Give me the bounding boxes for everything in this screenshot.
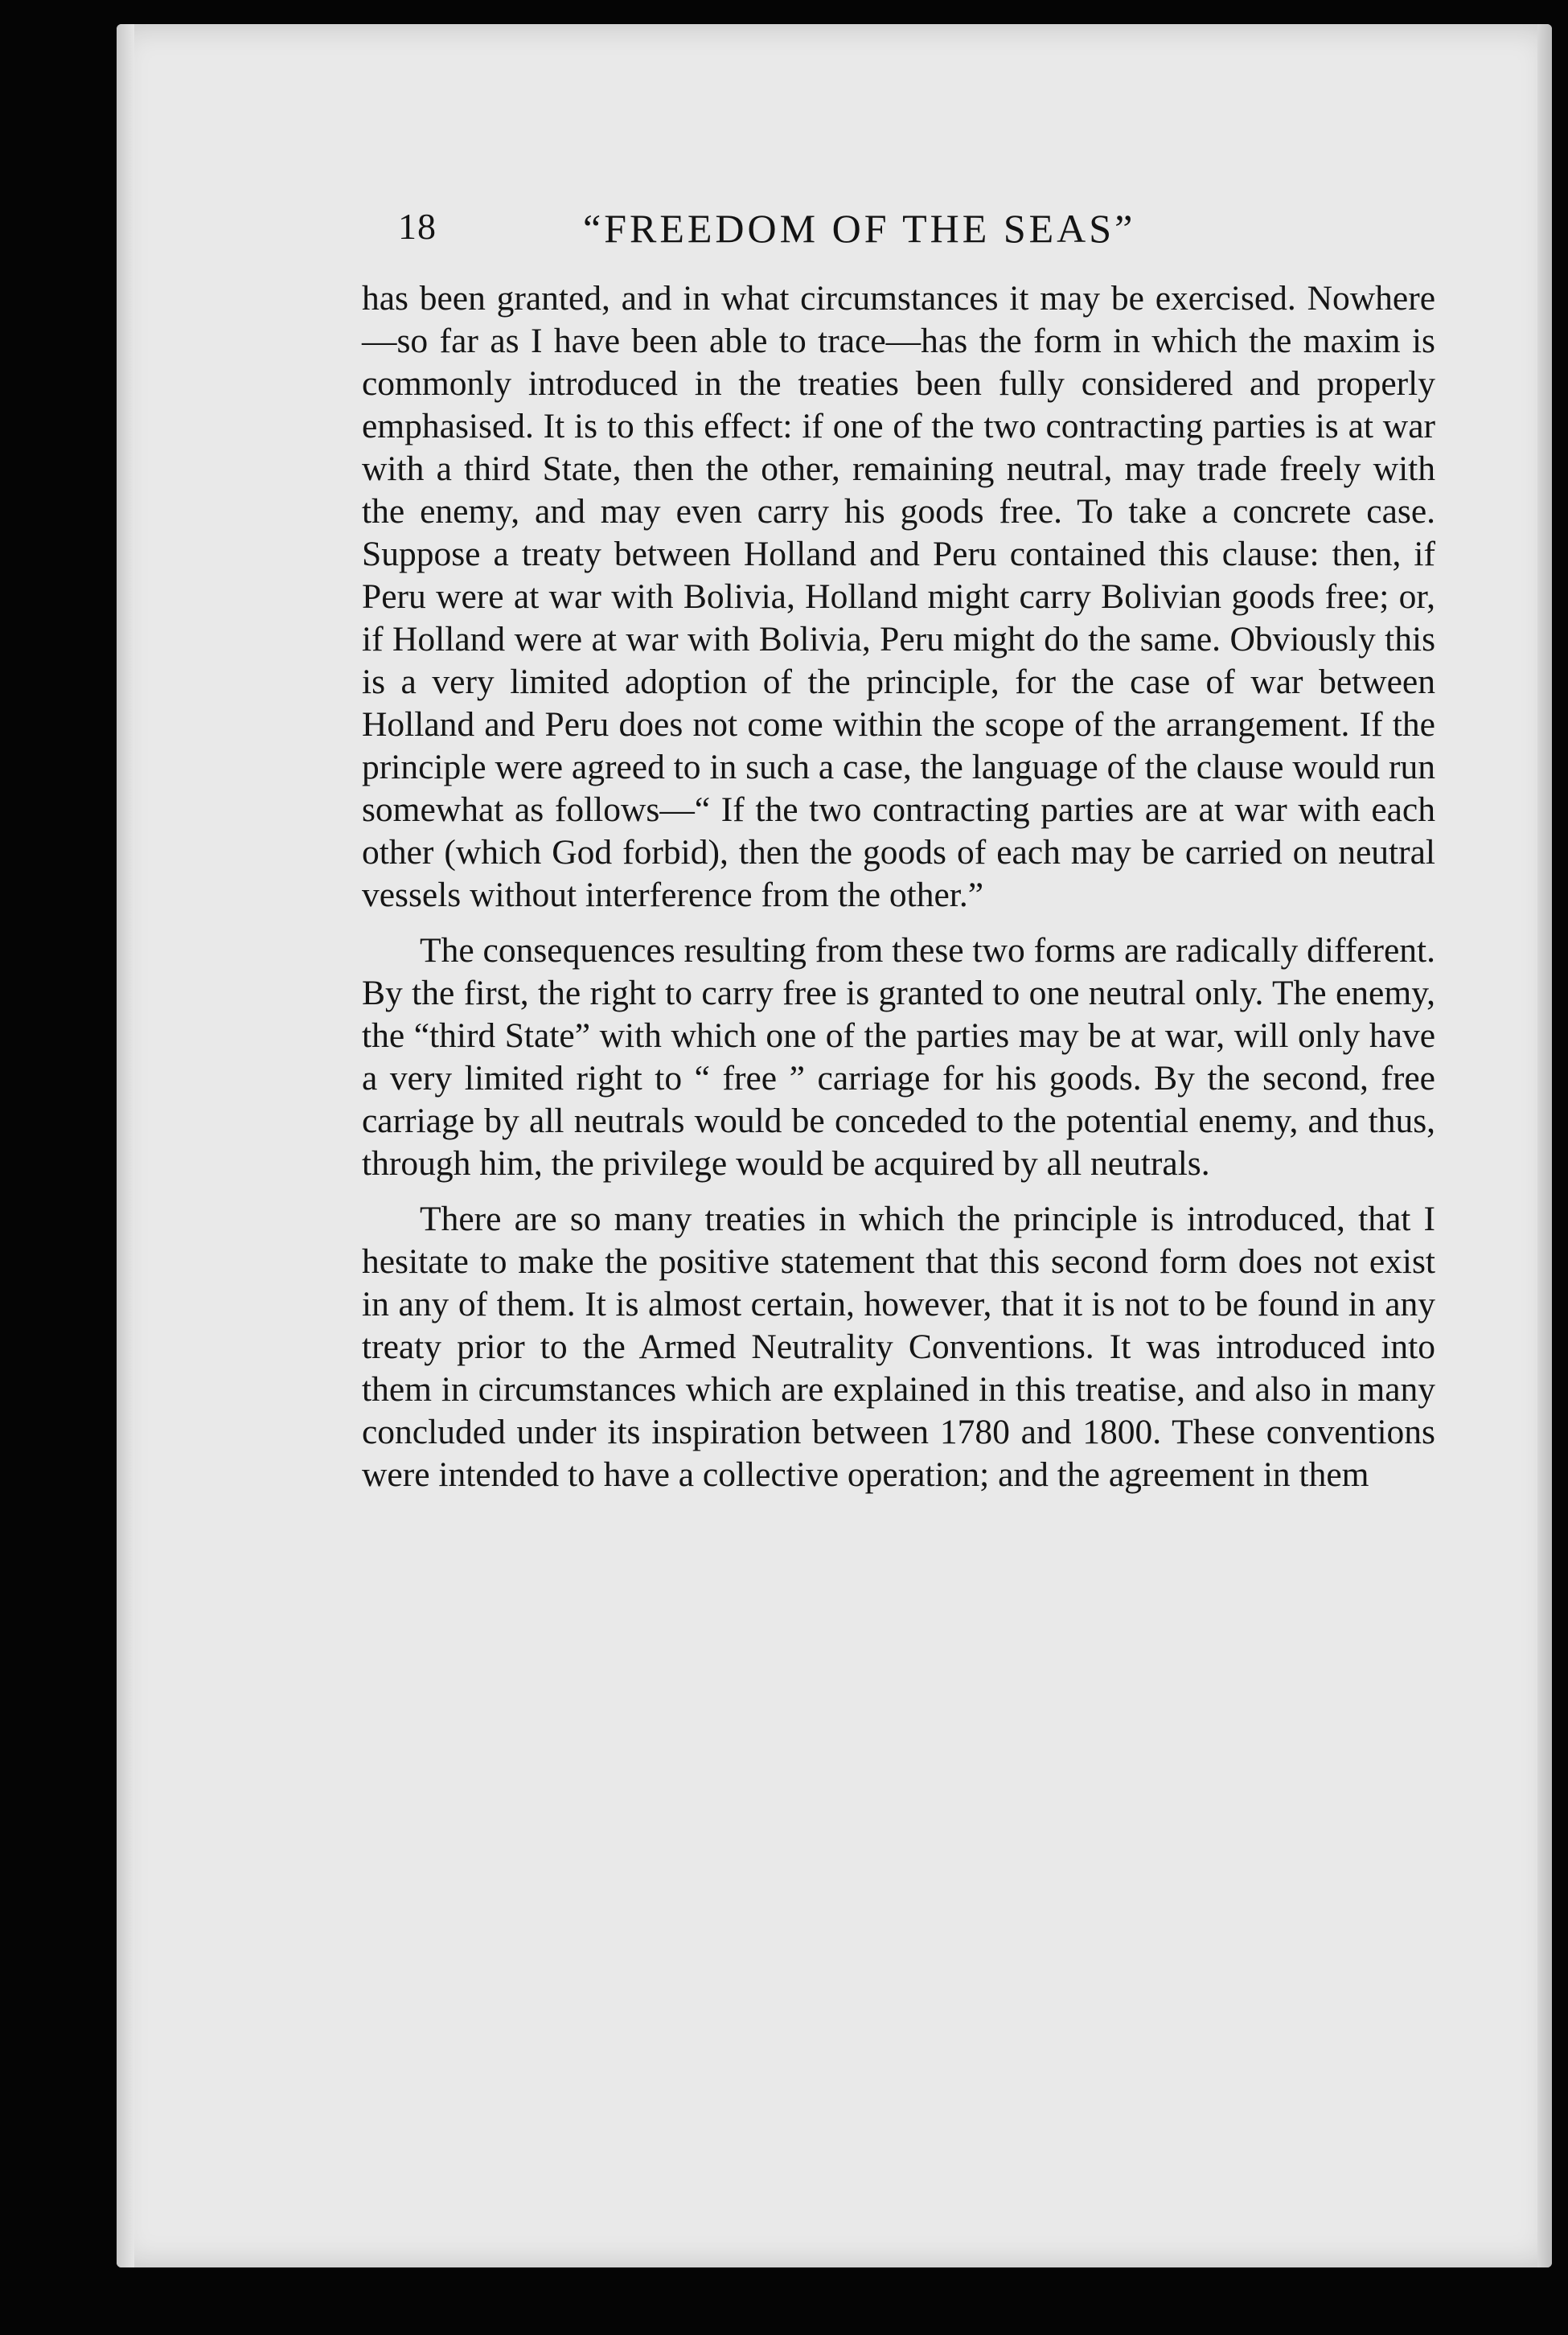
page-number: 18 xyxy=(398,206,437,247)
body-text xyxy=(362,277,1435,1496)
page-fore-edge xyxy=(1537,24,1552,2267)
paragraph-consequences: The consequences resulting from these two forms are radically different. By the first, the right to carry free is granted to one neutral only. The enemy, the “third State” with which one of the parties may be at war, will only have a very limited right to “ free ” carriage for his goods. By the second, free carriage by all neutrals would be conceded to the potential enemy, and thus, through him, the privilege would be acquired by all neutrals. xyxy=(362,931,1435,1183)
paragraph-treaties: There are so many treaties in which the principle is introduced, that I hesitate to make the positive statement that this second form does not exist in any of them. It is almost certain, however, that it is not to be found in any treaty prior to the Armed Neutrality Conventions. It was introduced into them in circumstances which are explained in this treatise, and also in many concluded under its inspiration between 1780 and 1800. These conventions were intended to have a collective operation; and the agreement in them xyxy=(362,1200,1435,1494)
running-head xyxy=(398,205,1443,269)
running-title: “FREEDOM OF THE SEAS” xyxy=(583,206,1136,251)
page-binding-edge xyxy=(117,24,134,2267)
paragraph-continuation: has been granted, and in what circumstances it may be exercised. Nowhere—so far as I have been able to trace—has the form in which the maxim is commonly introduced in the treaties been fully considered and properly emphasised. It is to this effect: if one of the two contracting parties is at war with a third State, then the other, remaining neutral, may trade freely with the enemy, and may even carry his goods free. To take a concrete case. Suppose a treaty between Holland and Peru contained this clause: then, if Peru were at war with Bolivia, Holland might carry Bolivian goods free; or, if Holland were at war with Bolivia, Peru might do the same. Obviously this is a very limited adoption of the principle, for the case of war between Holland and Peru does not come within the scope of the arrangement. If the principle were agreed to in such a case, the language of the clause would run somewhat as follows—“ If the two contracting parties are at war with each other (which God forbid), then the goods of each may be carried on neutral vessels without interference from the other.” xyxy=(362,279,1435,914)
